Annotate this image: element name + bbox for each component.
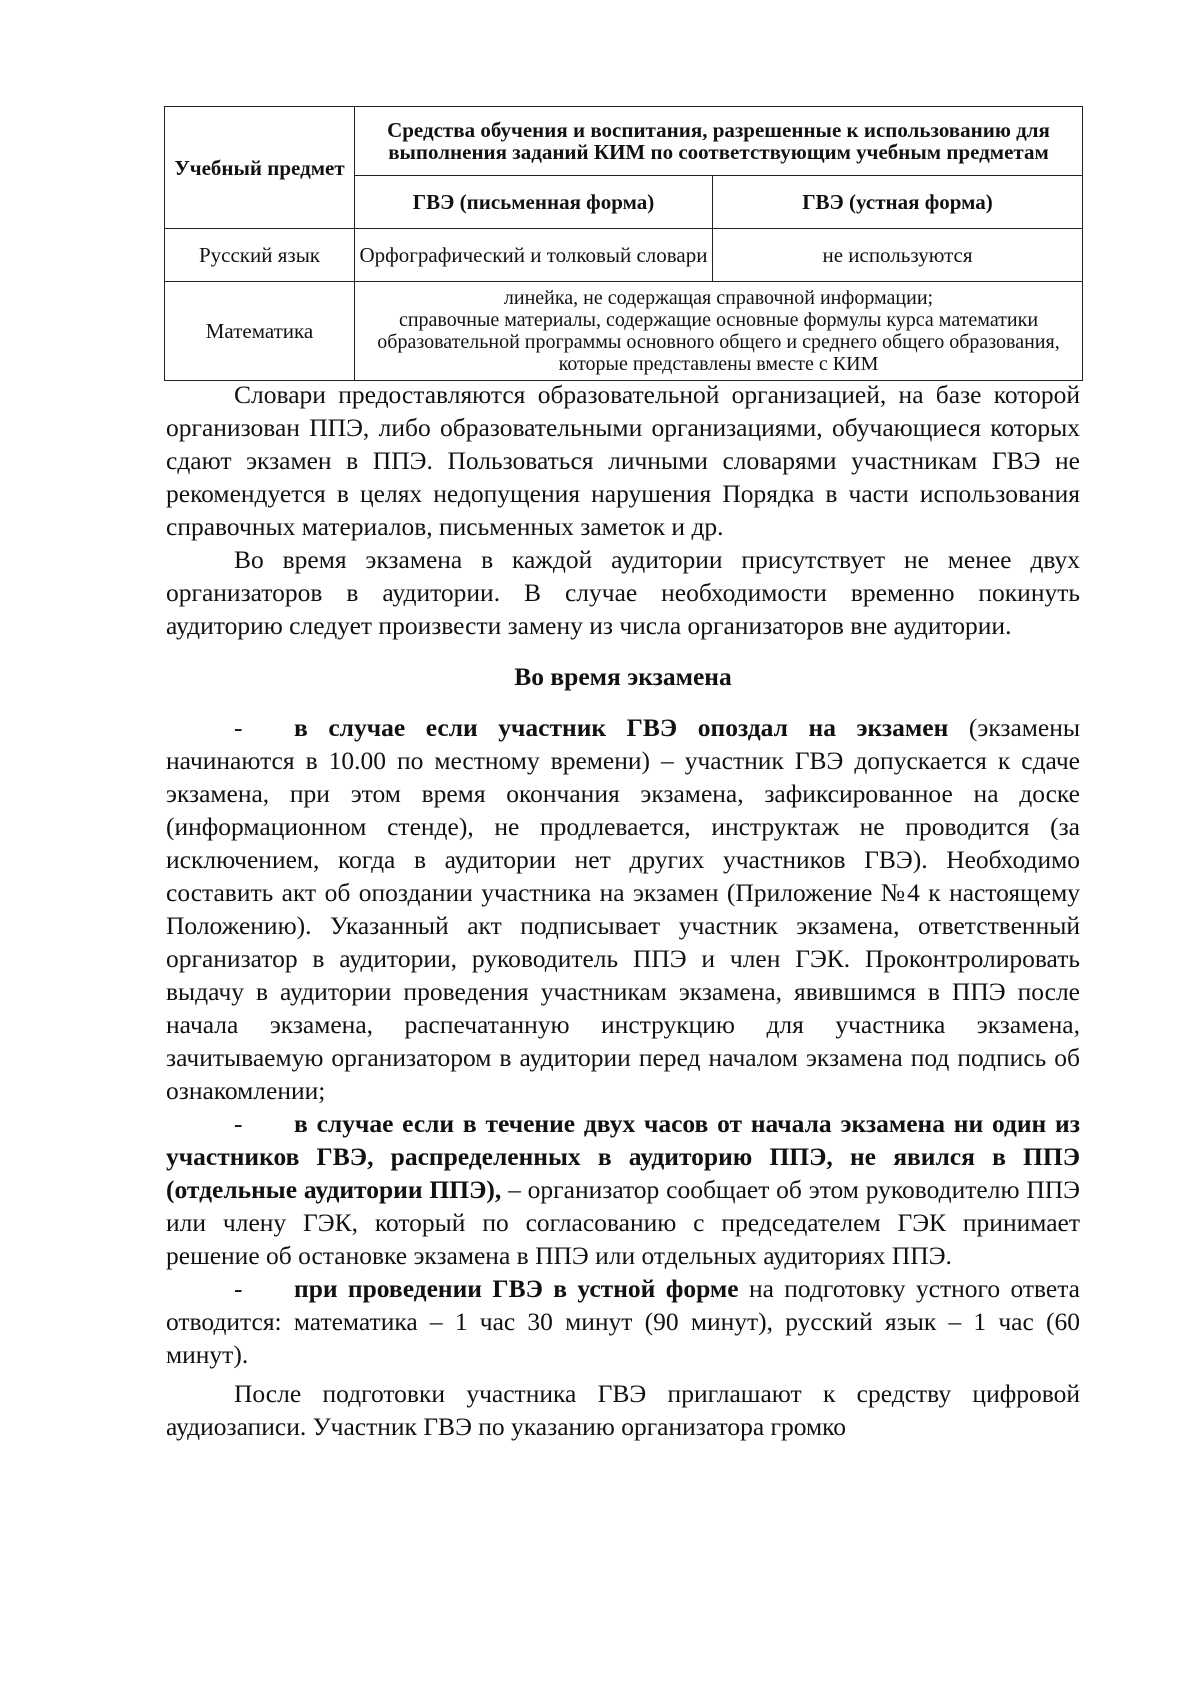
item-text: (экзамены начинаются в 10.00 по местному времени) – участник ГВЭ допускается к сдаче экзамена, при этом время окончания экзамена, зафиксированное на доске (информационном стенде), не продлевается, инструктаж не проводится (за исключением, когда в аудитории нет других участников ГВЭ). Необходимо составить акт об опоздании участника на экзамен (Приложение №4 к настоящему Положению). Указанный акт подписывает участник экзамена, ответственный организатор в аудитории, руководитель ППЭ и член ГЭК. Проконтролировать выдачу в аудитории проведения участникам экзамена, явившимся в ППЭ после начала экзамена, распечатанную инструкцию для участника экзамена, зачитываемую организатором в аудитории перед началом экзамена под подпись об ознакомлении; <box>166 713 1080 1105</box>
paragraph-audio: После подготовки участника ГВЭ приглашают к средству цифровой аудиозаписи. Участник ГВЭ по указанию организатора громко <box>166 1379 1080 1441</box>
table-row <box>165 282 1083 381</box>
list-item <box>166 1107 1080 1272</box>
cell-subject: Русский язык <box>165 229 355 282</box>
cell-oral: не используются <box>713 229 1083 282</box>
item-bold: в случае если участник ГВЭ опоздал на экзамен <box>294 713 949 742</box>
allowed-materials-table <box>164 106 1083 381</box>
cell-written: Орфографический и толковый словари <box>355 229 713 282</box>
cell-combined-line2: справочные материалы, содержащие основные формулы курса математики образовательной программы основного общего и среднего общего образования, которые представлены вместе с КИМ <box>377 309 1060 375</box>
dash-marker: - <box>234 713 243 742</box>
item-text: на подготовку устного ответа отводится: математика – 1 час 30 минут (90 минут), русский язык – 1 час (60 минут). <box>166 1274 1080 1369</box>
item-bold: при проведении ГВЭ в устной форме <box>294 1274 739 1303</box>
cell-subject: Математика <box>165 282 355 381</box>
item-bold: в случае если в течение двух часов от начала экзамена ни один из участников ГВЭ, распределенных в аудиторию ППЭ, не явился в ППЭ (отдельные аудитории ППЭ), <box>166 1109 1080 1204</box>
dash-marker: - <box>234 1109 243 1138</box>
document-body <box>166 378 1080 1443</box>
list-item <box>166 711 1080 1107</box>
section-title: Во время экзамена <box>514 662 732 691</box>
cell-combined-line1: линейка, не содержащая справочной информации; <box>503 287 934 309</box>
header-subject: Учебный предмет <box>165 107 355 229</box>
item-text: – организатор сообщает об этом руководителю ППЭ или члену ГЭК, который по согласованию с председателем ГЭК принимает решение об остановке экзамена в ППЭ или отдельных аудиториях ППЭ. <box>166 1175 1080 1270</box>
cell-combined <box>355 282 1083 381</box>
header-means: Средства обучения и воспитания, разрешенные к использованию для выполнения заданий КИМ по соответствующим учебным предметам <box>355 107 1083 176</box>
paragraph-dictionaries: Словари предоставляются образовательной организацией, на базе которой организован ППЭ, либо образовательными организациями, обучающиеся которых сдают экзамен в ППЭ. Пользоваться личными словарями участникам ГВЭ не рекомендуется в целях недопущения нарушения Порядка в части использования справочных материалов, письменных заметок и др. <box>166 380 1080 541</box>
paragraph-organizers: Во время экзамена в каждой аудитории присутствует не менее двух организаторов в аудитории. В случае необходимости временно покинуть аудиторию следует произвести замену из числа организаторов вне аудитории. <box>166 545 1080 640</box>
table-row <box>165 229 1083 282</box>
header-oral-form: ГВЭ (устная форма) <box>713 176 1083 229</box>
header-written-form: ГВЭ (письменная форма) <box>355 176 713 229</box>
list-item <box>166 1272 1080 1371</box>
dash-marker: - <box>234 1274 243 1303</box>
